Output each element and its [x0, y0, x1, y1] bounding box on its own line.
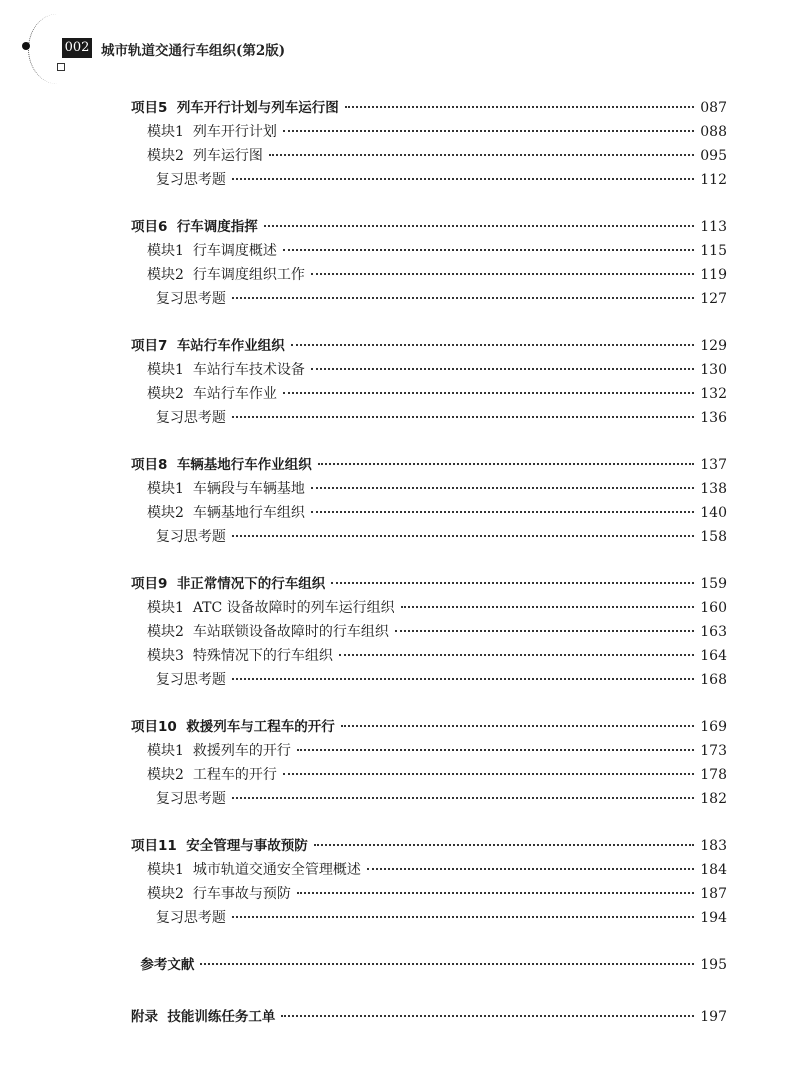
entry-number: 模块1	[147, 243, 184, 259]
entry-title: 车辆段与车辆基地	[192, 481, 305, 497]
toc-module-entry[interactable]	[147, 406, 727, 430]
entry-title: 特殊情况下的行车组织	[192, 648, 333, 664]
entry-page-number: 195	[700, 957, 727, 973]
entry-number: 项目8	[131, 457, 168, 473]
entry-page-number: 136	[700, 410, 727, 426]
dot-leader	[232, 297, 694, 299]
entry-page-number: 187	[700, 886, 727, 902]
entry-page-number: 173	[700, 743, 727, 759]
toc-module-entry[interactable]	[147, 644, 727, 668]
dot-leader	[339, 654, 694, 656]
toc-module-entry[interactable]	[147, 739, 727, 763]
entry-title: 复习思考题	[155, 172, 226, 188]
toc-module-entry[interactable]	[147, 239, 727, 263]
entry-title: 车站行车技术设备	[192, 362, 305, 378]
entry-number: 项目10	[131, 719, 177, 735]
toc-section	[0, 572, 790, 692]
dot-leader	[269, 154, 694, 156]
entry-number: 模块2	[147, 505, 184, 521]
dot-leader	[232, 416, 694, 418]
page-header	[0, 0, 790, 100]
entry-title: 城市轨道交通安全管理概述	[192, 862, 361, 878]
toc-section	[0, 215, 790, 311]
dot-leader	[283, 392, 694, 394]
toc-section	[0, 953, 790, 977]
toc-module-entry[interactable]	[147, 120, 727, 144]
toc-module-entry[interactable]	[147, 525, 727, 549]
entry-title: 救援列车与工程车的开行	[186, 719, 335, 735]
entry-page-number: 088	[700, 124, 727, 140]
dot-leader	[345, 106, 694, 108]
toc-module-entry[interactable]	[147, 382, 727, 406]
entry-title: 行车事故与预防	[192, 886, 291, 902]
toc-project-entry[interactable]	[131, 453, 727, 477]
dot-leader	[297, 749, 694, 751]
dot-leader	[311, 511, 694, 513]
entry-number: 模块2	[147, 886, 184, 902]
entry-page-number: 113	[700, 219, 727, 235]
toc-module-entry[interactable]	[147, 882, 727, 906]
entry-title: 行车调度概述	[192, 243, 277, 259]
toc-project-entry[interactable]	[131, 834, 727, 858]
toc-project-entry[interactable]	[131, 953, 727, 977]
entry-title: 复习思考题	[155, 791, 226, 807]
entry-page-number: 115	[700, 243, 727, 259]
dot-leader	[297, 892, 694, 894]
dot-leader	[232, 535, 694, 537]
entry-title: 复习思考题	[155, 672, 226, 688]
toc-project-entry[interactable]	[131, 1005, 727, 1029]
dot-leader	[401, 606, 695, 608]
toc-module-entry[interactable]	[147, 287, 727, 311]
toc-module-entry[interactable]	[147, 358, 727, 382]
toc-module-entry[interactable]	[147, 144, 727, 168]
entry-number: 模块3	[147, 648, 184, 664]
entry-number: 模块2	[147, 148, 184, 164]
toc-project-entry[interactable]	[131, 572, 727, 596]
page-number: 002	[62, 38, 92, 58]
dot-leader	[232, 797, 694, 799]
entry-page-number: 112	[700, 172, 727, 188]
entry-number: 项目11	[131, 838, 177, 854]
entry-title: 复习思考题	[155, 410, 226, 426]
dot-leader	[232, 916, 694, 918]
toc-module-entry[interactable]	[147, 168, 727, 192]
entry-page-number: 140	[700, 505, 727, 521]
entry-page-number: 132	[700, 386, 727, 402]
toc-module-entry[interactable]	[147, 620, 727, 644]
toc-module-entry[interactable]	[147, 596, 727, 620]
entry-title: 列车开行计划	[192, 124, 277, 140]
entry-page-number: 130	[700, 362, 727, 378]
entry-title: 救援列车的开行	[192, 743, 291, 759]
entry-title: 安全管理与事故预防	[186, 838, 308, 854]
toc-module-entry[interactable]	[147, 263, 727, 287]
entry-page-number: 169	[700, 719, 727, 735]
toc-module-entry[interactable]	[147, 787, 727, 811]
toc-section	[0, 334, 790, 430]
dot-leader	[200, 963, 694, 965]
entry-title: 车站联锁设备故障时的行车组织	[192, 624, 389, 640]
toc-project-entry[interactable]	[131, 215, 727, 239]
entry-title: 非正常情况下的行车组织	[176, 576, 326, 592]
dot-leader	[283, 773, 694, 775]
dot-leader	[311, 487, 694, 489]
book-title: 城市轨道交通行车组织(第2版)	[101, 43, 286, 59]
entry-page-number: 137	[700, 457, 727, 473]
dot-leader	[311, 273, 694, 275]
toc-project-entry[interactable]	[131, 334, 727, 358]
decorative-square-icon	[57, 63, 65, 71]
toc-section	[0, 1005, 790, 1029]
toc-section	[0, 453, 790, 549]
table-of-contents	[0, 96, 790, 1057]
entry-page-number: 163	[700, 624, 727, 640]
entry-number: 项目9	[131, 576, 168, 592]
dot-leader	[283, 130, 694, 132]
entry-title: 行车调度指挥	[176, 219, 258, 235]
entry-number: 模块1	[147, 362, 184, 378]
entry-page-number: 183	[700, 838, 727, 854]
toc-module-entry[interactable]	[147, 501, 727, 525]
dot-leader	[367, 868, 694, 870]
entry-page-number: 168	[700, 672, 727, 688]
entry-title: ATC 设备故障时的列车运行组织	[192, 600, 395, 616]
entry-page-number: 164	[700, 648, 727, 664]
entry-number: 附录	[131, 1009, 158, 1025]
toc-module-entry[interactable]	[147, 477, 727, 501]
entry-page-number: 178	[700, 767, 727, 783]
entry-page-number: 184	[700, 862, 727, 878]
entry-title: 参考文献	[140, 957, 195, 973]
toc-module-entry[interactable]	[147, 763, 727, 787]
entry-page-number: 197	[700, 1009, 727, 1025]
entry-title: 复习思考题	[155, 291, 226, 307]
entry-title: 车辆基地行车作业组织	[176, 457, 312, 473]
dot-leader	[314, 844, 695, 846]
toc-module-entry[interactable]	[147, 906, 727, 930]
toc-section	[0, 96, 790, 192]
dot-leader	[311, 368, 694, 370]
entry-number: 模块1	[147, 124, 184, 140]
dot-leader	[232, 178, 694, 180]
entry-number: 模块1	[147, 600, 184, 616]
entry-page-number: 087	[700, 100, 727, 116]
entry-number: 模块1	[147, 481, 184, 497]
entry-title: 复习思考题	[155, 529, 226, 545]
entry-page-number: 158	[700, 529, 727, 545]
entry-page-number: 159	[700, 576, 727, 592]
decorative-dot-icon	[22, 42, 30, 50]
toc-project-entry[interactable]	[131, 715, 727, 739]
entry-page-number: 095	[700, 148, 727, 164]
dot-leader	[281, 1015, 694, 1017]
entry-page-number: 138	[700, 481, 727, 497]
toc-section	[0, 834, 790, 930]
entry-title: 列车运行图	[192, 148, 263, 164]
entry-page-number: 160	[700, 600, 727, 616]
entry-title: 行车调度组织工作	[192, 267, 305, 283]
dot-leader	[264, 225, 694, 227]
toc-module-entry[interactable]	[147, 858, 727, 882]
dot-leader	[232, 678, 694, 680]
entry-page-number: 129	[700, 338, 727, 354]
entry-number: 项目6	[131, 219, 168, 235]
dot-leader	[283, 249, 694, 251]
entry-number: 模块2	[147, 386, 184, 402]
entry-number: 模块2	[147, 267, 184, 283]
entry-number: 项目5	[131, 100, 168, 116]
entry-page-number: 119	[700, 267, 727, 283]
entry-title: 车辆基地行车组织	[192, 505, 305, 521]
dot-leader	[291, 344, 694, 346]
entry-title: 列车开行计划与列车运行图	[176, 100, 339, 116]
entry-number: 项目7	[131, 338, 168, 354]
entry-page-number: 194	[700, 910, 727, 926]
entry-page-number: 182	[700, 791, 727, 807]
entry-title: 工程车的开行	[192, 767, 277, 783]
dot-leader	[331, 582, 694, 584]
entry-title: 复习思考题	[155, 910, 226, 926]
entry-number: 模块1	[147, 862, 184, 878]
entry-page-number: 127	[700, 291, 727, 307]
dot-leader	[341, 725, 695, 727]
toc-project-entry[interactable]	[131, 96, 727, 120]
entry-number: 模块1	[147, 743, 184, 759]
entry-title: 车站行车作业组织	[176, 338, 285, 354]
entry-number: 模块2	[147, 624, 184, 640]
entry-title: 车站行车作业	[192, 386, 277, 402]
entry-number: 模块2	[147, 767, 184, 783]
dot-leader	[318, 463, 694, 465]
entry-title: 技能训练任务工单	[167, 1009, 276, 1025]
toc-section	[0, 715, 790, 811]
dot-leader	[395, 630, 694, 632]
toc-module-entry[interactable]	[147, 668, 727, 692]
